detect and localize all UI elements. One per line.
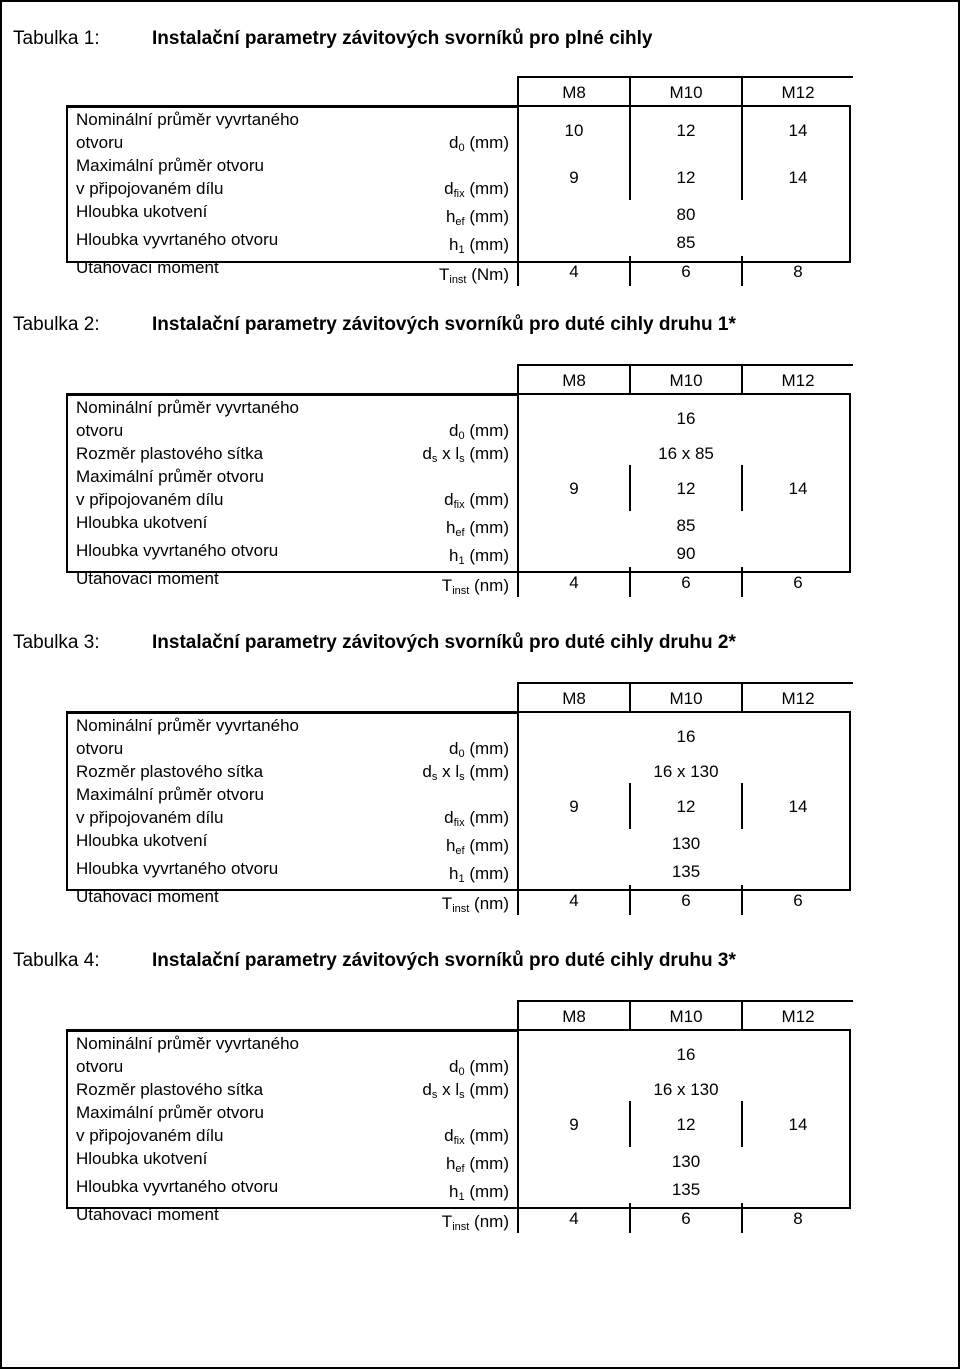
symbol-letter: d [449,1057,459,1076]
symbol-subscript: 1 [458,555,465,567]
merged-value: 16 x 85 [518,442,853,465]
parameter-name [66,1147,406,1175]
parameter-name [66,567,406,597]
parameter-name-line: otvoru [76,133,124,152]
symbol-unit: (mm) [469,518,509,537]
column-header: M12 [742,77,853,107]
merged-value: 16 [518,395,853,442]
table-row [66,465,853,511]
parameter-symbol [406,885,518,915]
table-header-row [66,77,853,107]
parameter-name-line: Hloubka vyvrtaného otvoru [76,1177,279,1196]
value-cell: 9 [518,154,630,200]
symbol-unit: (mm) [469,739,509,758]
symbol-unit: (mm) [469,864,509,883]
parameter-symbol [406,1147,518,1175]
merged-value: 130 [518,829,853,857]
table-row [66,1031,853,1078]
table-label: Tabulka 2: [13,314,100,335]
symbol-subscript: ef [455,527,465,539]
symbol-letter: h [449,235,459,254]
header-blank [66,365,406,395]
parameter-name [66,760,406,783]
symbol-subscript: ef [455,216,465,228]
parameter-name-line: Hloubka vyvrtaného otvoru [76,230,279,249]
symbol-letter: d [449,739,459,758]
parameter-name [66,829,406,857]
parameter-name-line: Maximální průměr otvoru [76,1103,265,1122]
parameter-table [66,682,853,915]
table-row [66,395,853,442]
column-header: M8 [518,77,630,107]
parameter-name-line: v připojovaném dílu [76,1126,224,1145]
symbol-unit: (mm) [469,1080,509,1099]
symbol-letter: h [449,546,459,565]
symbol-unit: (mm) [469,490,509,509]
parameter-name [66,783,406,829]
symbol-subscript: fix [453,817,465,829]
value-cell: 14 [742,465,853,511]
value-cell: 14 [742,783,853,829]
value-cell: 12 [630,154,742,200]
symbol-unit: (mm) [469,808,509,827]
symbol-unit: (mm) [469,546,509,565]
parameter-table [66,364,853,597]
parameter-symbol [406,783,518,829]
parameter-name-line: Maximální průměr otvoru [76,156,265,175]
value-cell: 8 [742,1203,853,1233]
parameter-name-line: Utahovací moment [76,258,219,277]
symbol-subscript: s [459,453,465,465]
merged-value: 135 [518,857,853,885]
symbol-subscript: s [459,771,465,783]
column-header: M12 [742,365,853,395]
symbol-unit: (mm) [469,762,509,781]
value-cell: 6 [630,567,742,597]
table-row [66,1175,853,1203]
symbol-letter: h [445,1154,456,1173]
symbol-subscript: 0 [458,142,465,154]
column-header: M12 [742,1001,853,1031]
parameter-name-line: Rozměr plastového sítka [76,762,264,781]
symbol-unit: (mm) [469,421,509,440]
value-cell: 14 [742,154,853,200]
value-cell: 6 [742,885,853,915]
table-title: Instalační parametry závitových svorníků pro plné cihly [152,28,653,49]
table-row [66,829,853,857]
table-row [66,107,853,154]
parameter-symbol [406,713,518,760]
symbol-unit: (mm) [469,1057,509,1076]
value-cell: 9 [518,465,630,511]
parameter-name [66,228,406,256]
symbol-subscript: inst [449,274,467,286]
symbol-letter: T [441,1212,453,1231]
table-heading [0,628,960,658]
parameter-symbol [406,1078,518,1101]
parameter-symbol [406,1175,518,1203]
value-cell: 6 [630,1203,742,1233]
symbol-subscript: 0 [458,430,465,442]
parameter-name [66,1101,406,1147]
merged-value: 90 [518,539,853,567]
symbol-unit: (mm) [469,235,509,254]
parameter-table [66,1000,853,1233]
table-row [66,1147,853,1175]
parameter-name-line: Maximální průměr otvoru [76,467,265,486]
parameter-name [66,154,406,200]
value-cell: 12 [630,465,742,511]
merged-value: 135 [518,1175,853,1203]
symbol-unit: (mm) [469,444,509,463]
parameter-name [66,465,406,511]
parameter-symbol [406,465,518,511]
symbol-subscript: fix [453,1135,465,1147]
parameter-name-line: Utahovací moment [76,1205,219,1224]
header-blank [66,1001,406,1031]
column-header: M12 [742,683,853,713]
parameter-symbol [406,857,518,885]
symbol-subscript: fix [453,499,465,511]
symbol-subscript: ef [455,845,465,857]
symbol-unit: (mm) [469,133,509,152]
symbol-unit: (mm) [469,1182,509,1201]
parameter-name-line: otvoru [76,421,124,440]
header-blank [406,1001,518,1031]
symbol-letter: x l [442,444,460,463]
parameter-name-line: Nominální průměr vyvrtaného [76,1034,299,1053]
parameter-name [66,1203,406,1233]
symbol-unit: (mm) [469,1126,509,1145]
table-row [66,760,853,783]
column-header: M10 [630,683,742,713]
parameter-name-line: Nominální průměr vyvrtaného [76,398,299,417]
symbol-subscript: 1 [458,244,465,256]
table-row [66,228,853,256]
header-blank [406,683,518,713]
value-cell: 4 [518,256,630,286]
table-row [66,511,853,539]
parameter-name [66,713,406,760]
table-row [66,256,853,286]
table-label: Tabulka 4: [13,950,100,971]
symbol-letter: d [449,133,459,152]
symbol-letter: d [422,1080,432,1099]
symbol-letter: x l [442,1080,460,1099]
parameter-name-line: v připojovaném dílu [76,179,224,198]
table-header-row [66,683,853,713]
table-row [66,1101,853,1147]
value-cell: 12 [630,783,742,829]
merged-value: 85 [518,511,853,539]
parameter-name-line: Hloubka vyvrtaného otvoru [76,541,279,560]
column-header: M8 [518,683,630,713]
symbol-subscript: 0 [458,1066,465,1078]
symbol-letter: d [422,762,432,781]
parameter-name-line: Utahovací moment [76,887,219,906]
symbol-subscript: ef [455,1163,465,1175]
parameter-name [66,1078,406,1101]
symbol-letter: T [441,894,453,913]
column-header: M10 [630,77,742,107]
parameter-name-line: Hloubka ukotvení [76,202,208,221]
header-blank [406,365,518,395]
table-title: Instalační parametry závitových svorníků pro duté cihly druhu 2* [152,632,736,653]
column-header: M8 [518,1001,630,1031]
table-row [66,885,853,915]
parameter-table [66,76,853,286]
parameter-symbol [406,107,518,154]
value-cell: 6 [742,567,853,597]
symbol-letter: x l [442,762,460,781]
symbol-letter: h [449,1182,459,1201]
parameter-symbol [406,228,518,256]
symbol-subscript: inst [452,903,470,915]
table-section [0,628,960,928]
parameter-name [66,1031,406,1078]
table-row [66,1078,853,1101]
symbol-letter: d [444,179,454,198]
table-row [66,154,853,200]
header-blank [66,77,406,107]
parameter-name [66,1175,406,1203]
parameter-name-line: Utahovací moment [76,569,219,588]
parameter-symbol [406,1031,518,1078]
merged-value: 80 [518,200,853,228]
symbol-unit: (nm) [474,576,509,595]
parameter-name-line: otvoru [76,1057,124,1076]
value-cell: 12 [630,1101,742,1147]
table-title: Instalační parametry závitových svorníků pro duté cihly druhu 1* [152,314,736,335]
symbol-letter: h [445,207,456,226]
table-title: Instalační parametry závitových svorníků pro duté cihly druhu 3* [152,950,736,971]
table-heading [0,24,960,54]
symbol-letter: d [444,808,454,827]
symbol-unit: (mm) [469,179,509,198]
column-header: M8 [518,365,630,395]
parameter-symbol [406,1203,518,1233]
merged-value: 16 [518,713,853,760]
parameter-name-line: Hloubka vyvrtaného otvoru [76,859,279,878]
symbol-subscript: s [431,771,438,783]
symbol-unit: (Nm) [471,265,509,284]
symbol-subscript: s [459,1089,465,1101]
parameter-symbol [406,829,518,857]
table-row [66,200,853,228]
parameter-symbol [406,1101,518,1147]
symbol-letter: d [449,421,459,440]
table-row [66,713,853,760]
parameter-symbol [406,154,518,200]
parameter-name-line: v připojovaném dílu [76,490,224,509]
parameter-name [66,395,406,442]
parameter-name [66,539,406,567]
parameter-symbol [406,539,518,567]
parameter-name [66,885,406,915]
value-cell: 10 [518,107,630,154]
value-cell: 4 [518,1203,630,1233]
value-cell: 9 [518,1101,630,1147]
parameter-name [66,511,406,539]
parameter-name-line: v připojovaném dílu [76,808,224,827]
parameter-symbol [406,567,518,597]
parameter-name-line: Hloubka ukotvení [76,1149,208,1168]
parameter-symbol [406,442,518,465]
parameter-name-line: Nominální průměr vyvrtaného [76,110,299,129]
parameter-symbol [406,256,518,286]
merged-value: 85 [518,228,853,256]
parameter-name-line: otvoru [76,739,124,758]
parameter-name [66,200,406,228]
symbol-subscript: 0 [458,748,465,760]
parameter-name [66,442,406,465]
merged-value: 16 x 130 [518,1078,853,1101]
value-cell: 12 [630,107,742,154]
symbol-letter: d [422,444,432,463]
symbol-subscript: inst [452,585,470,597]
value-cell: 14 [742,107,853,154]
table-row [66,1203,853,1233]
value-cell: 6 [630,256,742,286]
parameter-name-line: Maximální průměr otvoru [76,785,265,804]
parameter-name-line: Rozměr plastového sítka [76,444,264,463]
merged-value: 16 [518,1031,853,1078]
parameter-symbol [406,511,518,539]
parameter-name [66,256,406,286]
symbol-letter: d [444,1126,454,1145]
symbol-subscript: s [431,1089,438,1101]
symbol-unit: (nm) [474,1212,509,1231]
table-row [66,857,853,885]
symbol-letter: T [441,576,453,595]
table-header-row [66,365,853,395]
table-row [66,783,853,829]
symbol-subscript: s [431,453,438,465]
table-section [0,946,960,1246]
value-cell: 4 [518,885,630,915]
symbol-subscript: 1 [458,873,465,885]
symbol-subscript: inst [452,1221,470,1233]
parameter-name [66,857,406,885]
header-blank [66,683,406,713]
merged-value: 130 [518,1147,853,1175]
column-header: M10 [630,1001,742,1031]
parameter-symbol [406,200,518,228]
parameter-name-line: Rozměr plastového sítka [76,1080,264,1099]
value-cell: 4 [518,567,630,597]
table-label: Tabulka 3: [13,632,100,653]
table-heading [0,946,960,976]
table-row [66,539,853,567]
table-heading [0,310,960,340]
table-row [66,567,853,597]
symbol-subscript: 1 [458,1191,465,1203]
parameter-symbol [406,760,518,783]
symbol-unit: (nm) [474,894,509,913]
column-header: M10 [630,365,742,395]
parameter-name-line: Hloubka ukotvení [76,513,208,532]
parameter-name [66,107,406,154]
table-label: Tabulka 1: [13,28,100,49]
table-section [0,310,960,610]
value-cell: 8 [742,256,853,286]
table-header-row [66,1001,853,1031]
parameter-symbol [406,395,518,442]
symbol-unit: (mm) [469,207,509,226]
table-section [0,24,960,324]
symbol-letter: h [449,864,459,883]
symbol-unit: (mm) [469,836,509,855]
value-cell: 6 [630,885,742,915]
symbol-unit: (mm) [469,1154,509,1173]
table-row [66,442,853,465]
symbol-letter: d [444,490,454,509]
parameter-name-line: Nominální průměr vyvrtaného [76,716,299,735]
symbol-letter: h [445,518,456,537]
value-cell: 14 [742,1101,853,1147]
merged-value: 16 x 130 [518,760,853,783]
symbol-letter: T [438,265,450,284]
value-cell: 9 [518,783,630,829]
symbol-letter: h [445,836,456,855]
parameter-name-line: Hloubka ukotvení [76,831,208,850]
header-blank [406,77,518,107]
symbol-subscript: fix [453,188,465,200]
